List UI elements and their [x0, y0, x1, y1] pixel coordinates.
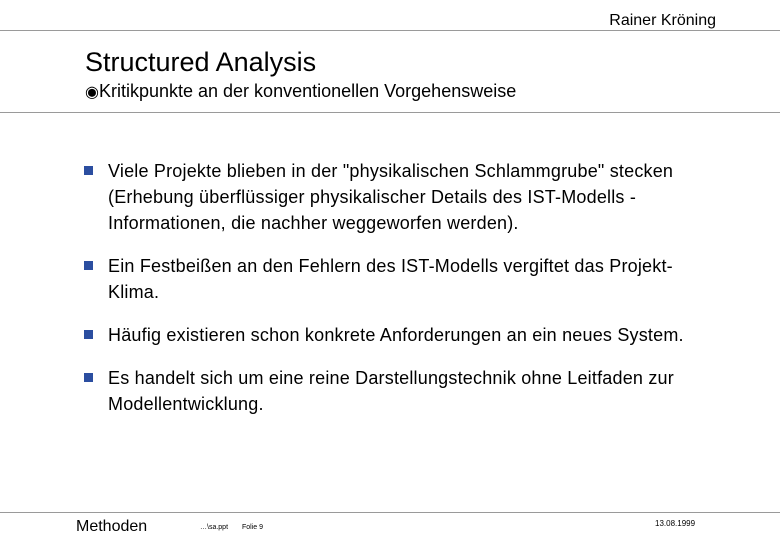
author-name: Rainer Kröning	[609, 12, 716, 29]
square-bullet-icon	[84, 261, 93, 270]
bullet-list	[84, 158, 724, 417]
bullet-text: Viele Projekte blieben in der "physikalischen Schlammgrube" stecken (Erhebung überflüssiger physikalischer Details des IST-Modells - Informationen, die nachher weggeworfen werden).	[108, 161, 674, 233]
title-divider	[0, 112, 780, 113]
bullet-item	[84, 253, 724, 305]
footer-page-number: Folie 9	[242, 524, 264, 531]
bullet-text: Es handelt sich um eine reine Darstellungstechnik ohne Leitfaden zur Modellentwicklung.	[108, 368, 674, 414]
square-bullet-icon	[84, 166, 93, 175]
footer-file-name: …\sa.ppt	[200, 524, 229, 531]
square-bullet-icon	[84, 373, 93, 382]
target-bullet-icon: ◉	[85, 84, 99, 101]
bullet-text: Häufig existieren schon konkrete Anforderungen an ein neues System.	[108, 325, 684, 345]
slide-title: Structured Analysis	[85, 47, 317, 77]
footer-course-name: Methoden	[76, 518, 148, 535]
bullet-text: Ein Festbeißen an den Fehlern des IST-Modells vergiftet das Projekt-Klima.	[108, 256, 673, 302]
slide-subtitle	[85, 80, 516, 104]
bullet-item	[84, 365, 724, 417]
slide-subtitle-text: Kritikpunkte an der konventionellen Vorgehensweise	[98, 81, 517, 101]
square-bullet-icon	[84, 330, 93, 339]
bullet-item	[84, 158, 724, 236]
footer-date: 13.08.1999	[655, 519, 696, 528]
header-divider	[0, 30, 780, 31]
bullet-item	[84, 322, 724, 348]
footer-divider	[0, 512, 780, 513]
